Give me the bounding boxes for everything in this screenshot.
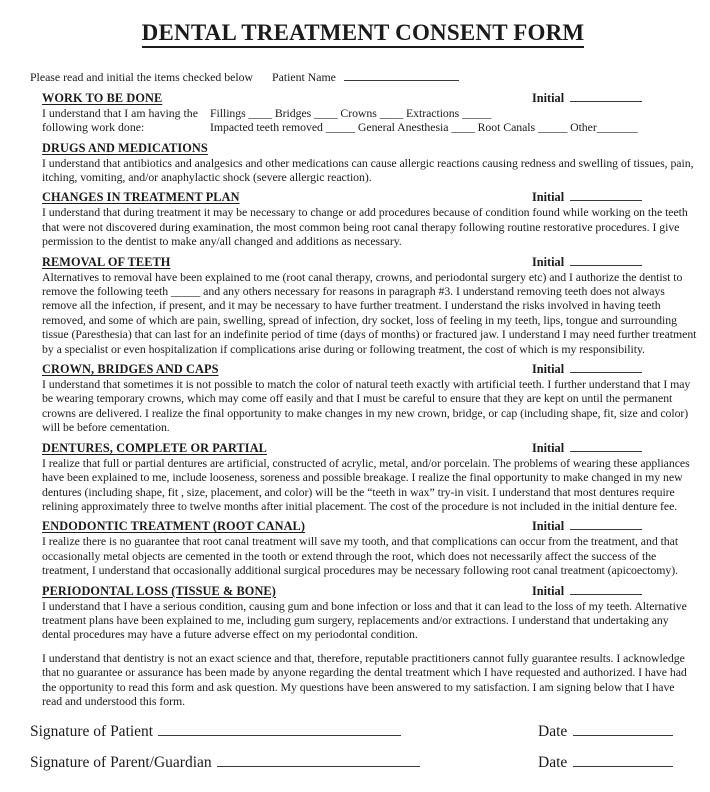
initial-group — [532, 518, 642, 534]
form-section — [42, 90, 697, 135]
signature-row — [30, 722, 696, 742]
initial-group — [532, 254, 642, 270]
work-intro-line: following work done: — [42, 120, 145, 135]
work-intro-text — [42, 106, 210, 135]
date-field[interactable] — [573, 723, 673, 736]
form-section — [42, 361, 697, 435]
section-header-row — [42, 583, 697, 598]
initial-group — [532, 440, 642, 456]
initial-label: Initial — [532, 90, 565, 105]
section-header-row — [42, 361, 697, 376]
form-section — [42, 189, 697, 248]
section-heading: PERIODONTAL LOSS (TISSUE & BONE) — [42, 583, 276, 598]
initial-label: Initial — [532, 190, 565, 205]
form-section — [42, 583, 697, 642]
signature-label: Signature of Parent/Guardian — [30, 754, 212, 772]
initial-group — [532, 361, 642, 377]
section-header-row — [42, 189, 697, 204]
title-wrap — [30, 20, 696, 48]
section-body: I understand that during treatment it may be necessary to change or add procedures because of condition found while working on the teeth that were not discovered during examination, the most common being root canal therapy following routine restorative procedures. I give permission to the dentist to make any/all changed and additions as necessary. — [42, 205, 688, 249]
initial-label: Initial — [532, 362, 565, 377]
section-header-row — [42, 140, 697, 155]
form-section — [42, 140, 697, 185]
section-heading: DRUGS AND MEDICATIONS — [42, 140, 208, 155]
section-body: I understand that antibiotics and analgesics and other medications can cause allergic reactions causing redness and swelling of tissues, pain, itching, vomiting, and/or anaphylactic shock (severe allergic reaction). — [42, 155, 694, 185]
section-body: I understand that I have a serious condition, causing gum and bone infection or loss and that it can lead to the loss of my teeth. Alternative treatment plans have been explained to me, including gum surgery, replacements and/or extractions. I understand that undertaking any dental procedures may have a future adverse effect on my periodontal condition. — [42, 598, 687, 642]
date-group — [538, 722, 673, 742]
patient-name-field[interactable] — [344, 70, 459, 81]
signature-row — [30, 753, 696, 773]
section-body: I realize there is no guarantee that root canal treatment will save my tooth, and that complications can occur from the treatment, and that occasionally metal objects are cemented in the tooth or extend through the root, which does not necessarily affect the success of the treatment, I understand that occasionally additional surgical procedures may be necessary following root canal treatment (apicoectomy). — [42, 534, 679, 578]
initial-group — [532, 90, 642, 106]
section-heading: DENTURES, COMPLETE OR PARTIAL — [42, 440, 267, 455]
form-title: DENTAL TREATMENT CONSENT FORM — [142, 20, 585, 48]
initial-field[interactable] — [570, 190, 642, 201]
initial-label: Initial — [532, 519, 565, 534]
sections-container — [30, 90, 696, 642]
form-section — [42, 440, 697, 514]
intro-row — [30, 70, 696, 85]
initial-label: Initial — [532, 254, 565, 269]
work-options-line[interactable]: Impacted teeth removed _____ General Anesthesia ____ Root Canals _____ Other_______ — [210, 120, 638, 135]
initial-field[interactable] — [570, 362, 642, 373]
section-heading: CROWN, BRIDGES AND CAPS — [42, 362, 219, 377]
section-body: I realize that full or partial dentures are artificial, constructed of acrylic, metal, and/or porcelain. The problems of wearing these appliances have been explained to me, include looseness, soreness and possible breakage. I realize the final opportunity to make changed in my new dentures (including shape, fit , size, placement, and color) will be the “teeth in wax” try-in visit. I understand that most dentures require relining approximately three to twelve months after initial placement. The cost of the procedure is not included in the initial denture fee. — [42, 455, 690, 513]
section-header-row — [42, 254, 697, 269]
date-field[interactable] — [573, 754, 673, 767]
initial-label: Initial — [532, 440, 565, 455]
work-options — [210, 106, 697, 135]
section-heading: CHANGES IN TREATMENT PLAN — [42, 190, 240, 205]
work-options-line[interactable]: Fillings ____ Bridges ____ Crowns ____ Extractions _____ — [210, 105, 492, 120]
initial-group — [532, 189, 642, 205]
section-body: I understand that sometimes it is not possible to match the color of natural teeth exactly with artificial teeth. I further understand that I may be wearing temporary crowns, which may come off easily and that I must be careful to ensure that they are kept on until the permanent crowns are delivered. I realize the final opportunity to make changes in my new crown, bridge, or cap (including shape, fit, size and color) will be before cementation. — [42, 377, 691, 435]
form-section — [42, 254, 697, 356]
form-section — [42, 518, 697, 577]
signature-field[interactable] — [217, 754, 420, 767]
work-intro-line: I understand that I am having the — [42, 105, 198, 120]
signature-field[interactable] — [158, 723, 401, 736]
section-heading: REMOVAL OF TEETH — [42, 254, 171, 269]
closing-paragraph: I understand that dentistry is not an exact science and that, therefore, reputable practitioners cannot fully guarantee results. I acknowledge that no guarantee or assurance has been made by anyone regarding the dental treatment which I have requested and authorized. I have had the opportunity to read this form and ask question. My questions have been answered to my satisfaction. I am signing below that I have read and understood this form. — [42, 650, 687, 708]
section-body: Alternatives to removal have been explained to me (root canal therapy, crowns, and periodontal surgery etc) and I authorize the dentist to remove the following teeth _____ and any others necessary for reasons in paragraph #3. I understand removing teeth does not always remove all the infection, if present, and it may be necessary to have further treatment. I understand the risks involved in having teeth removed, and some of which are pain, swelling, spread of infection, dry socket, loss of feeling in my teeth, lips, tongue and surrounding tissue (Paresthesia) that can last for an indefinite period of time (days of months) or fractured jaw. I understand I may need further treatment by a specialist or even hospitalization if complications arise during or following treatment, the cost of which is my responsibility. — [42, 269, 697, 356]
section-header-row — [42, 518, 697, 533]
initial-field[interactable] — [570, 441, 642, 452]
work-to-be-done-grid — [42, 106, 697, 135]
signature-label: Signature of Patient — [30, 723, 154, 741]
date-label: Date — [538, 723, 568, 741]
date-group — [538, 753, 673, 773]
section-heading: WORK TO BE DONE — [42, 90, 163, 105]
initial-label: Initial — [532, 583, 565, 598]
section-header-row — [42, 90, 697, 105]
signature-block — [30, 722, 696, 773]
section-heading: ENDODONTIC TREATMENT (ROOT CANAL) — [42, 519, 306, 534]
initial-field[interactable] — [570, 255, 642, 266]
patient-name-label: Patient Name — [272, 70, 336, 85]
section-header-row — [42, 440, 697, 455]
initial-field[interactable] — [570, 519, 642, 530]
initial-field[interactable] — [570, 584, 642, 595]
date-label: Date — [538, 754, 568, 772]
intro-instruction: Please read and initial the items checked below — [30, 70, 254, 85]
initial-field[interactable] — [570, 91, 642, 102]
initial-group — [532, 583, 642, 599]
